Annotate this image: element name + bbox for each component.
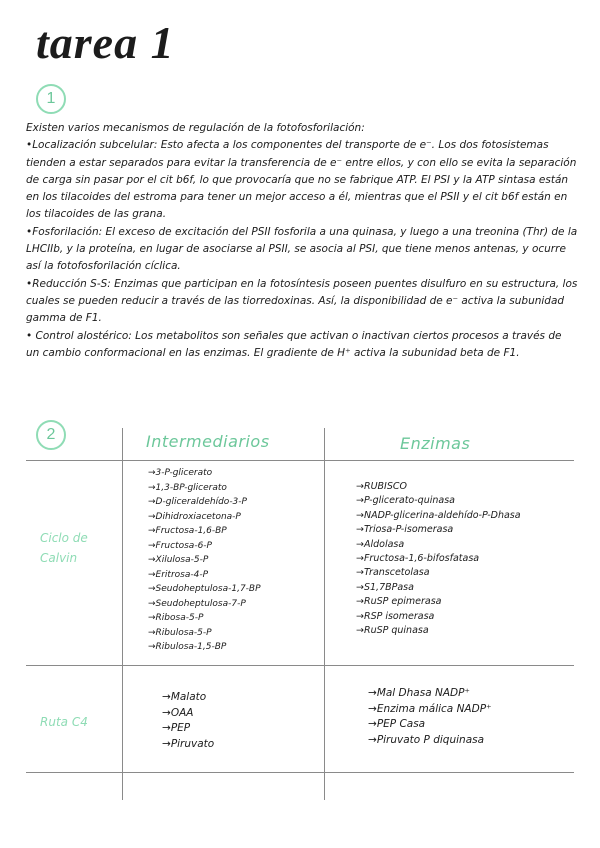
header-enzimas: Enzimas: [400, 434, 471, 453]
list-item: → RSP isomerasa: [356, 610, 521, 624]
list-item: → Fructosa-6-P: [148, 539, 261, 554]
list-item: → P-glicerato-quinasa: [356, 494, 521, 508]
table-rule: [26, 665, 574, 666]
list-item: → Transcetolasa: [356, 566, 521, 580]
c4-enzimas-list: [368, 686, 492, 748]
list-item: → Piruvato: [162, 737, 214, 753]
list-item: → Ribulosa-1,5-BP: [148, 640, 261, 655]
table-rule: [26, 460, 574, 461]
list-item: → Fructosa-1,6-bifosfatasa: [356, 552, 521, 566]
pathway-table: [26, 428, 574, 800]
list-item: → S1,7BPasa: [356, 581, 521, 595]
paragraph-control-alosterico: • Control alostérico: Los metabolitos son señales que activan o inactivan ciertos procesos a través de un cambio conformacional en las enzimas. El gradiente de H⁺ activa la subunidad beta de F1.: [26, 329, 562, 359]
list-item: → Triosa-P-isomerasa: [356, 523, 521, 537]
list-item: → OAA: [162, 706, 214, 722]
list-item: → RuSP epimerasa: [356, 595, 521, 609]
list-item: → Fructosa-1,6-BP: [148, 524, 261, 539]
list-item: → PEP Casa: [368, 717, 492, 733]
list-item: → RuSP quinasa: [356, 624, 521, 638]
section-2-number: 2: [36, 420, 66, 450]
section-1-number: 1: [36, 84, 66, 114]
list-item: → Seudoheptulosa-7-P: [148, 597, 261, 612]
row-label-calvin-line1: Ciclo de: [40, 531, 88, 545]
list-item: → Ribulosa-5-P: [148, 626, 261, 641]
list-item: → D-gliceraldehído-3-P: [148, 495, 261, 510]
list-item: → Enzima málica NADP⁺: [368, 702, 492, 718]
list-item: → Ribosa-5-P: [148, 611, 261, 626]
row-label-calvin-line2: Calvin: [40, 551, 78, 565]
list-item: → Seudoheptulosa-1,7-BP: [148, 582, 261, 597]
table-divider: [122, 428, 123, 800]
list-item: → Dihidroxiacetona-P: [148, 510, 261, 525]
page-title: tarea 1: [36, 17, 175, 68]
header-intermediarios: Intermediarios: [146, 432, 270, 451]
calvin-intermediarios-list: [148, 466, 261, 655]
paragraph-localizacion: •Localización subcelular: Esto afecta a los componentes del transporte de e⁻. Los dos fotosistemas tienden a estar separados para evitar la transferencia de e⁻ entre ellos, y con ello se evita la separación de carga sin pasar por el cit b6f, lo que provocaría que no se fabrique ATP. El PSI y la ATP sintasa están en los tilacoides del estroma para tener un mejor acceso a él, mientras que el PSII y el cit b6f están en los tilacoides de las grana.: [26, 139, 577, 221]
list-item: → Xilulosa-5-P: [148, 553, 261, 568]
row-label-calvin: [40, 528, 88, 568]
list-item: → Aldolasa: [356, 538, 521, 552]
table-rule: [26, 772, 574, 773]
row-label-c4: Ruta C4: [40, 715, 88, 729]
list-item: → Malato: [162, 690, 214, 706]
list-item: → NADP-glicerina-aldehído-P-Dhasa: [356, 509, 521, 523]
list-item: → PEP: [162, 721, 214, 737]
list-item: → Mal Dhasa NADP⁺: [368, 686, 492, 702]
list-item: → 1,3-BP-glicerato: [148, 481, 261, 496]
paragraph-fosforilacion: •Fosforilación: El exceso de excitación del PSII fosforila a una quinasa, y luego a una treonina (Thr) de la LHCIIb, y la proteína, en lugar de asociarse al PSII, se asocia al PSI, que tiene menos antenas, y ocurre así la fotofosforilación cíclica.: [26, 225, 578, 273]
intro-line: Existen varios mecanismos de regulación de la fotofosforilación:: [26, 122, 365, 134]
list-item: → Eritrosa-4-P: [148, 568, 261, 583]
list-item: → Piruvato P diquinasa: [368, 733, 492, 749]
list-item: → 3-P-glicerato: [148, 466, 261, 481]
paragraph-reduccion: •Reducción S-S: Enzimas que participan en la fotosíntesis poseen puentes disulfuro en su estructura, los cuales se pueden reducir a través de las tiorredoxinas. Así, la disponibilidad de e⁻ activa la subunidad gamma de F1.: [26, 277, 578, 325]
section-1-text: [26, 120, 578, 362]
table-divider: [324, 428, 325, 800]
c4-intermediarios-list: [162, 690, 214, 752]
list-item: → RUBISCO: [356, 480, 521, 494]
calvin-enzimas-list: [356, 480, 521, 638]
